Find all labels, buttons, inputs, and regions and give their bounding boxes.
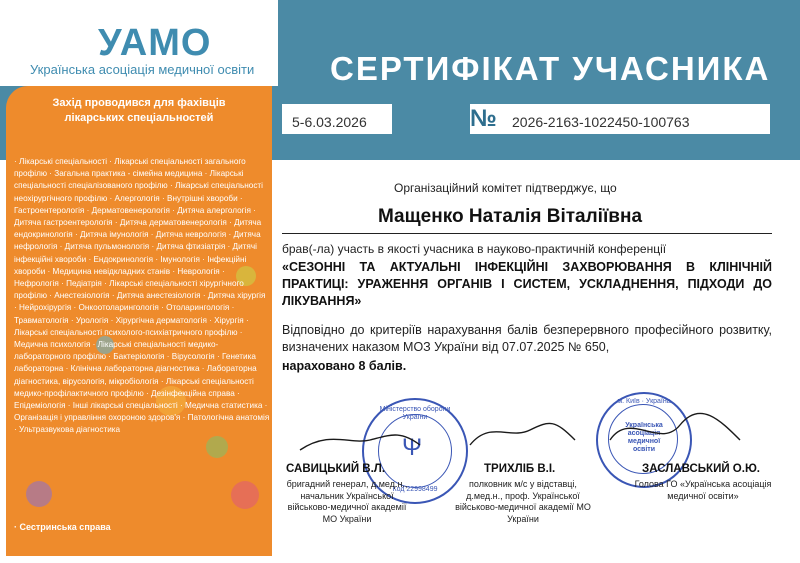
date-box	[282, 104, 392, 134]
stamp-city: м. Київ · Україна	[617, 398, 671, 405]
signer-name-1: САВИЦЬКИЙ В.Л.	[286, 463, 386, 475]
signer-name-3: ЗАСЛАВСЬКИЙ О.Ю.	[642, 463, 760, 475]
specialties-sidebar	[6, 86, 272, 556]
number-box	[470, 104, 770, 134]
event-date: 5-6.03.2026	[292, 114, 367, 130]
signer-name-2: ТРИХЛІБ В.І.	[484, 463, 556, 475]
sidebar-heading	[6, 96, 272, 126]
logo-block	[0, 0, 278, 86]
certificate-title: СЕРТИФІКАТ УЧАСНИКА	[330, 50, 771, 87]
points-awarded: нараховано 8 балів.	[282, 359, 407, 373]
participant-name: Мащенко Наталія Віталіївна	[378, 206, 643, 227]
sidebar-heading-line1: Захід проводився для фахівців	[52, 97, 226, 109]
signer-desc-2: полковник м/с у відставці, д.мед.н., проф. Української військово-медичної академії МО України	[455, 479, 591, 524]
specialties-text: · Лікарські спеціальності · Лікарські спеціальності загального профілю · Загальна практика - сімейна медицина · Лікарські спеціальності спеціалізованого профілю · Лікарські спеціальності неохірургічного профілю · Алергологія · Внутрішні хвороби · Гастроентерологія · Дерматовенерологія · Дитяча алергологія · Дитяча гастроентерологія · Дитяча дерматовенерологія · Дитяча ендокринологія · Дитяча імунологія · Дитяча неврологія · Дитяча нефрологія · Дитяча пульмонологія · Дитяча фтизіатрія · Дитячі інфекційні хвороби · Ендокринологія · Імунологія · Інфекційні хвороби · Медицина невідкладних станів · Неврологія · Нефрологія · Педіатрія · Лікарські спеціальності хірургічного профілю · Анестезіологія · Дитяча анестезіологія · Дитяча хірургія · Нейрохірургія · Онкоотоларингологія · Отоларингологія · Травматологія · Урологія · Хірургічна дерматологія · Хірургія · Лікарські спеціальності психолого-психіатричного профілю · Медична психологія · Лікарські спеціальності медико-лабораторного профілю · Бактеріологія · Вірусологія · Генетика лабораторна · Клінічна лабораторна діагностика · Лабораторна діагностика, вірусологія, мікробіологія · Лікарські спеціальності медико-профілактичного профілю · Дезінфекційна справа · Епідеміологія · Інші лікарські спеціальності · Медична статистика · Організація і управління охороною здоров'я · Патологічна анатомія · Ультразвукова діагностика	[14, 157, 270, 435]
number-sign: №	[470, 105, 497, 132]
sidebar-heading-line2: лікарських спеціальностей	[64, 112, 214, 124]
signer-desc-3: Голова ГО «Українська асоціація медичної освіти»	[634, 479, 772, 501]
stamp-code: Код 22998499	[392, 486, 438, 493]
decor-virus	[231, 481, 259, 509]
participation-text: брав(-ла) участь в якості учасника в науково-практичній конференції	[282, 242, 667, 256]
stamp-text: Міністерство оборони України	[379, 406, 451, 421]
conference-title: «СЕЗОННІ ТА АКТУАЛЬНІ ІНФЕКЦІЙНІ ЗАХВОРЮВАННЯ В КЛІНІЧНІЙ ПРАКТИЦІ: УРАЖЕННЯ ОРГАНІВ І СИСТЕМ, УСКЛАДНЕННЯ, ПІДХОДИ ДО ЛІКУВАННЯ»	[282, 260, 772, 308]
logo: УАМО	[98, 22, 212, 64]
signature-trykhlib	[470, 423, 575, 445]
criteria-text: Відповідно до критеріїв нарахування балів безперервного професійного розвитку, визначених наказом МОЗ України від 07.07.2025 № 650,	[282, 323, 772, 354]
stamp-association-text: Українська асоціація медичної освіти	[625, 422, 663, 453]
logo-subtitle: Українська асоціація медичної освіти	[30, 62, 255, 77]
confirm-text: Організаційний комітет підтверджує, що	[394, 181, 617, 195]
certificate-number: 2026-2163-1022450-100763	[512, 114, 690, 130]
sidebar-bottom-item: · Сестринська справа	[14, 522, 111, 532]
trident-icon: Ψ	[402, 434, 423, 461]
decor-virus	[206, 436, 228, 458]
specialties-list	[14, 156, 270, 437]
signer-desc-1: бригадний генерал, д.мед.н., начальник Української військово-медичної академії МО України	[286, 479, 408, 524]
decor-virus	[26, 481, 52, 507]
name-underline	[282, 233, 772, 234]
